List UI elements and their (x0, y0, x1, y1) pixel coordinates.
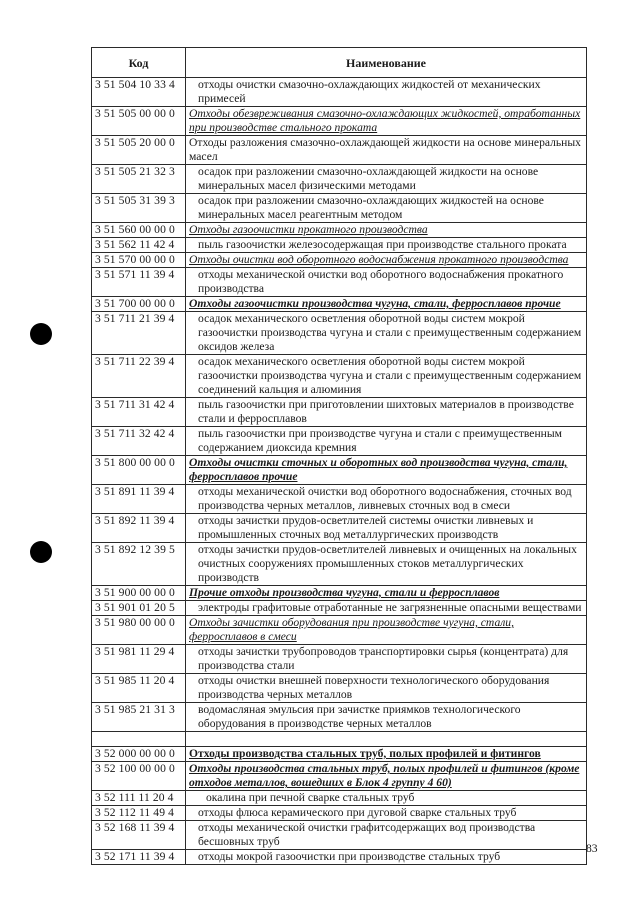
table-row (92, 297, 587, 312)
waste-code: 3 51 892 11 39 4 (92, 514, 186, 543)
waste-name: пыль газоочистки железосодержащая при производстве стального проката (186, 238, 587, 253)
waste-code: 3 51 570 00 00 0 (92, 253, 186, 268)
table-row (92, 238, 587, 253)
waste-name: пыль газоочистки при приготовлении шихтовых материалов в производстве стали и ферросплавов (186, 398, 587, 427)
table-row (92, 165, 587, 194)
waste-code: 3 51 700 00 00 0 (92, 297, 186, 312)
table-row (92, 136, 587, 165)
waste-name: осадок механического осветления оборотной воды систем мокрой газоочистки производства чугуна и стали с преимущественным содержанием соединений кальция и алюминия (186, 355, 587, 398)
waste-name (186, 732, 587, 747)
table-row (92, 747, 587, 762)
waste-code: 3 51 505 00 00 0 (92, 107, 186, 136)
waste-name: Отходы обезвреживания смазочно-охлаждающих жидкостей, отработанных при производстве стального проката (186, 107, 587, 136)
table-row (92, 312, 587, 355)
waste-code: 3 51 800 00 00 0 (92, 456, 186, 485)
waste-code: 3 51 901 01 20 5 (92, 601, 186, 616)
table-row (92, 485, 587, 514)
waste-name: осадок при разложении смазочно-охлаждающих жидкостей на основе минеральных масел реагентным методом (186, 194, 587, 223)
waste-name: осадок механического осветления оборотной воды систем мокрой газоочистки производства чугуна и стали с преимущественным содержанием оксидов железа (186, 312, 587, 355)
column-header-code: Код (92, 48, 186, 78)
waste-code: 3 51 900 00 00 0 (92, 586, 186, 601)
waste-code: 3 51 711 31 42 4 (92, 398, 186, 427)
table-row (92, 762, 587, 791)
waste-name: отходы очистки смазочно-охлаждающих жидкостей от механических примесей (186, 78, 587, 107)
waste-code: 3 51 571 11 39 4 (92, 268, 186, 297)
waste-code: 3 51 980 00 00 0 (92, 616, 186, 645)
waste-name: окалина при печной сварке стальных труб (186, 791, 587, 806)
waste-code: 3 51 505 21 32 3 (92, 165, 186, 194)
waste-name: Отходы производства стальных труб, полых профилей и фитингов (186, 747, 587, 762)
table-row (92, 601, 587, 616)
table-row (92, 674, 587, 703)
waste-code: 3 51 892 12 39 5 (92, 543, 186, 586)
waste-name: отходы мокрой газоочистки при производстве стальных труб (186, 850, 587, 865)
table-row (92, 850, 587, 865)
waste-code: 3 51 560 00 00 0 (92, 223, 186, 238)
punch-hole (30, 323, 52, 345)
waste-code: 3 52 168 11 39 4 (92, 821, 186, 850)
waste-code: 3 51 891 11 39 4 (92, 485, 186, 514)
waste-name: отходы флюса керамического при дуговой сварке стальных труб (186, 806, 587, 821)
waste-code: 3 52 171 11 39 4 (92, 850, 186, 865)
table-row (92, 543, 587, 586)
waste-code: 3 51 562 11 42 4 (92, 238, 186, 253)
waste-code: 3 51 505 20 00 0 (92, 136, 186, 165)
waste-code: 3 51 711 22 39 4 (92, 355, 186, 398)
waste-name: отходы механической очистки графитсодержащих вод производства бесшовных труб (186, 821, 587, 850)
table-header-row (92, 48, 587, 78)
waste-code: 3 51 505 31 39 3 (92, 194, 186, 223)
waste-name: Отходы зачистки оборудования при производстве чугуна, стали, ферросплавов в смеси (186, 616, 587, 645)
waste-code: 3 52 112 11 49 4 (92, 806, 186, 821)
waste-code: 3 51 985 21 31 3 (92, 703, 186, 732)
table-row (92, 821, 587, 850)
waste-name: Прочие отходы производства чугуна, стали и ферросплавов (186, 586, 587, 601)
waste-code: 3 52 100 00 00 0 (92, 762, 186, 791)
table-row (92, 616, 587, 645)
waste-name: осадок при разложении смазочно-охлаждающей жидкости на основе минеральных масел физическими методами (186, 165, 587, 194)
table-row (92, 586, 587, 601)
punch-hole (30, 541, 52, 563)
table-row (92, 427, 587, 456)
waste-name: Отходы производства стальных труб, полых профилей и фитингов (кроме отходов металлов, вошедших в Блок 4 группу 4 60) (186, 762, 587, 791)
waste-code: 3 51 981 11 29 4 (92, 645, 186, 674)
page-number: 83 (586, 842, 598, 855)
waste-catalog-table (91, 47, 587, 865)
table-row (92, 732, 587, 747)
waste-name: отходы зачистки трубопроводов транспортировки сырья (концентрата) для производства стали (186, 645, 587, 674)
waste-name: отходы зачистки прудов-осветлителей системы очистки ливневых и промышленных сточных вод металлургических производств (186, 514, 587, 543)
table-row (92, 107, 587, 136)
table-row (92, 355, 587, 398)
table-row (92, 456, 587, 485)
table-row (92, 791, 587, 806)
waste-name: пыль газоочистки при производстве чугуна и стали с преимущественным содержанием диоксида кремния (186, 427, 587, 456)
waste-name: Отходы очистки сточных и оборотных вод производства чугуна, стали, ферросплавов прочие (186, 456, 587, 485)
waste-name: отходы зачистки прудов-осветлителей ливневых и очищенных на локальных очистных сооружениях промышленных стоков металлургических производств (186, 543, 587, 586)
waste-name: Отходы газоочистки производства чугуна, стали, ферросплавов прочие (186, 297, 587, 312)
column-header-name: Наименование (186, 48, 587, 78)
waste-code: 3 52 111 11 20 4 (92, 791, 186, 806)
table-row (92, 78, 587, 107)
table-row (92, 703, 587, 732)
table-row (92, 514, 587, 543)
waste-name: водомасляная эмульсия при зачистке приямков технологического оборудования в производстве черных металлов (186, 703, 587, 732)
table-row (92, 398, 587, 427)
table-row (92, 806, 587, 821)
waste-name: отходы механической очистки вод оборотного водоснабжения прокатного производства (186, 268, 587, 297)
table-row (92, 194, 587, 223)
waste-code: 3 51 711 21 39 4 (92, 312, 186, 355)
waste-code (92, 732, 186, 747)
waste-name: Отходы газоочистки прокатного производства (186, 223, 587, 238)
waste-code: 3 51 711 32 42 4 (92, 427, 186, 456)
waste-code: 3 52 000 00 00 0 (92, 747, 186, 762)
waste-name: Отходы очистки вод оборотного водоснабжения прокатного производства (186, 253, 587, 268)
table-row (92, 268, 587, 297)
table-row (92, 253, 587, 268)
waste-code: 3 51 985 11 20 4 (92, 674, 186, 703)
waste-code: 3 51 504 10 33 4 (92, 78, 186, 107)
table-row (92, 645, 587, 674)
waste-name: отходы очистки внешней поверхности технологического оборудования производства черных металлов (186, 674, 587, 703)
waste-name: Отходы разложения смазочно-охлаждающей жидкости на основе минеральных масел (186, 136, 587, 165)
table-row (92, 223, 587, 238)
waste-name: электроды графитовые отработанные не загрязненные опасными веществами (186, 601, 587, 616)
waste-name: отходы механической очистки вод оборотного водоснабжения, сточных вод производства черных металлов, ливневых сточных вод в смеси (186, 485, 587, 514)
